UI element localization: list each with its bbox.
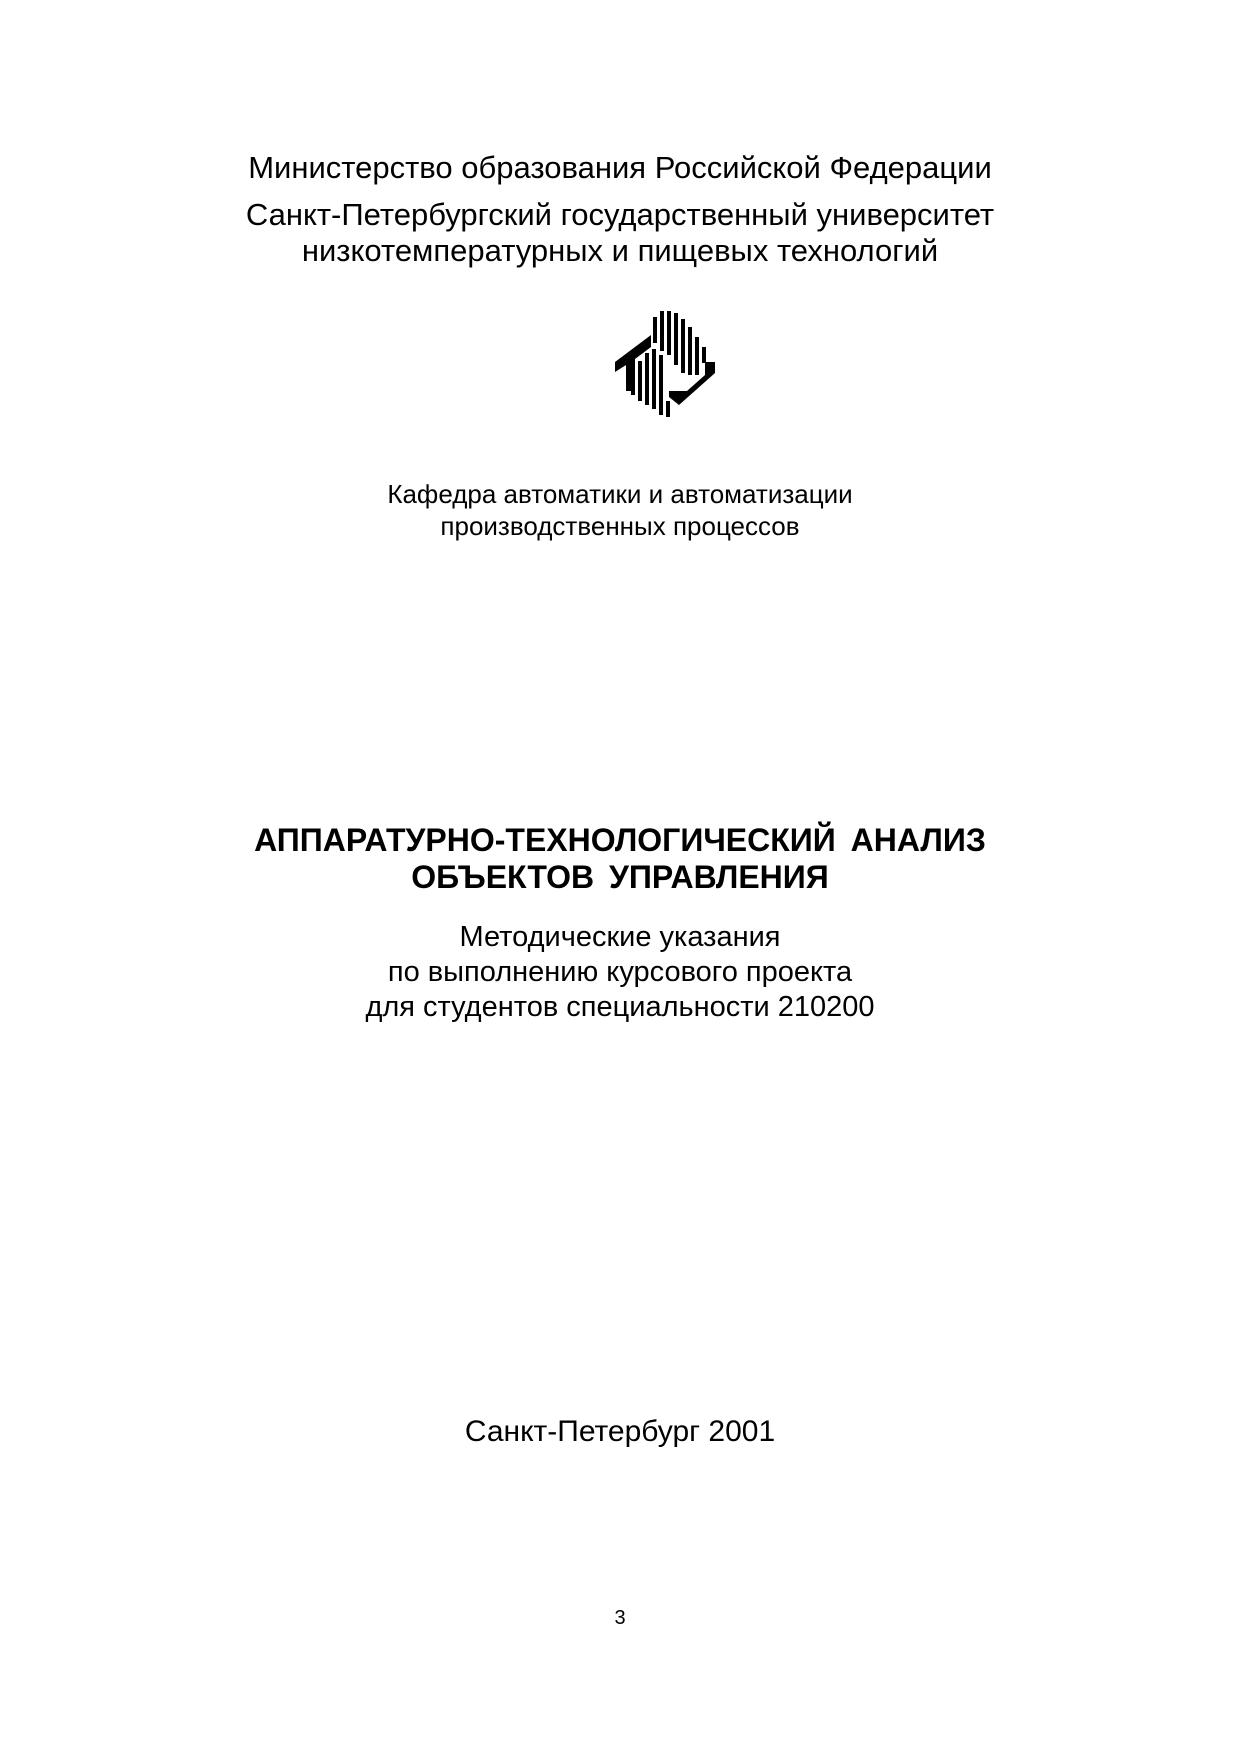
- department-line-2: производственных процессов: [440, 511, 800, 541]
- department-line-1: Кафедра автоматики и автоматизации: [387, 479, 853, 509]
- document-title-line-1: АППАРАТУРНО-ТЕХНОЛОГИЧЕСКИЙ АНАЛИЗ: [254, 822, 986, 858]
- city-year: Санкт-Петербург 2001: [464, 1415, 776, 1448]
- document-title-line-2: ОБЪЕКТОВ УПРАВЛЕНИЯ: [411, 859, 829, 895]
- ministry-line: Министерство образования Российской Федерации: [248, 150, 992, 185]
- university-line-2: низкотемпературных и пищевых технологий: [301, 233, 939, 268]
- university-emblem-icon: [565, 305, 765, 440]
- subtitle-line-1: Методические указания: [459, 921, 781, 953]
- subtitle-line-2: по выполнению курсового проекта: [387, 956, 853, 988]
- subtitle-line-3: для студентов специальности 210200: [365, 991, 875, 1023]
- university-line-1: Санкт-Петербургский государственный университет: [245, 197, 995, 232]
- page-number: 3: [614, 1607, 626, 1629]
